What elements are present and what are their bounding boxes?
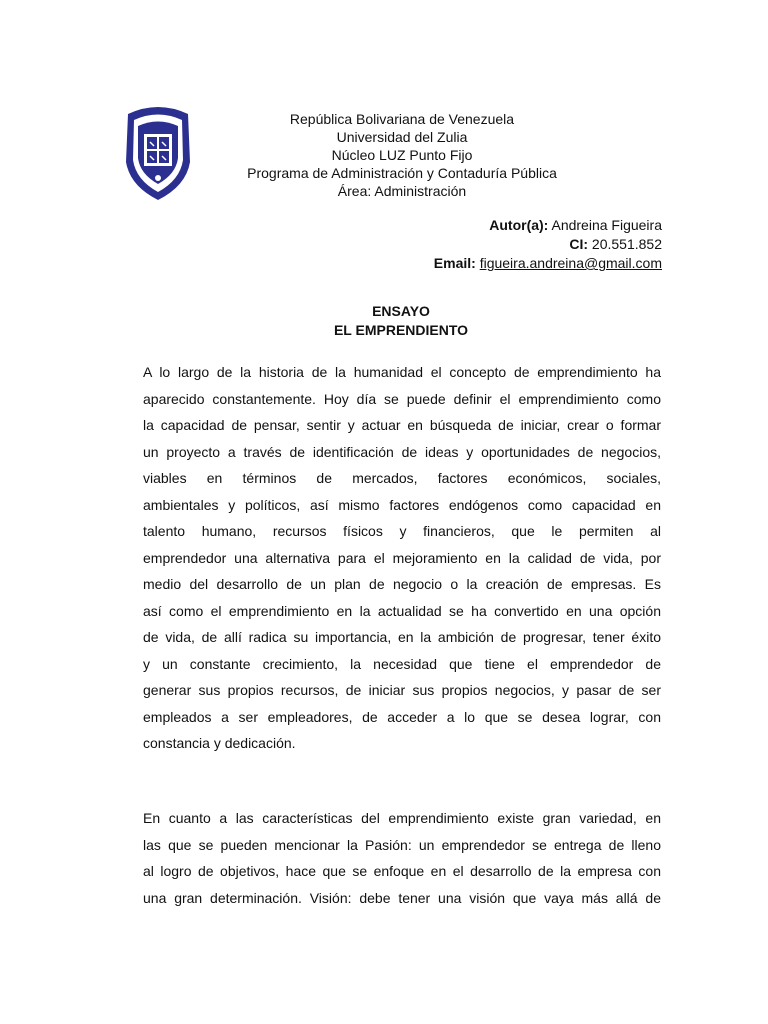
header-line-university: Universidad del Zulia (336, 129, 468, 145)
essay-titles (0, 302, 768, 340)
paragraph-line: emprendedor una alternativa para el mejoramiento en la calidad de vida, por (143, 549, 661, 566)
author-name: Andreina Figueira (551, 217, 662, 233)
paragraph-line: talento humano, recursos físicos y financieros, que le permiten al (143, 523, 661, 539)
paragraph-line: constancia y dedicación. (143, 735, 296, 751)
header-line-republic: República Bolivariana de Venezuela (289, 111, 515, 127)
ci-value: 20.551.852 (591, 236, 662, 252)
paragraph-line: ambientales y políticos, así mismo factores endógenos como capacidad en (143, 496, 661, 513)
paragraph-line: empleados a ser empleadores, de acceder a lo que se desea lograr, con (143, 708, 661, 725)
paragraph-line: al logro de objetivos, hace que se enfoque en el desarrollo de la empresa con (143, 863, 661, 879)
paragraph-line: un proyecto a través de identificación de ideas y oportunidades de negocios, (143, 443, 661, 460)
paragraph-line: las que se pueden mencionar la Pasión: un emprendedor se entrega de lleno (143, 836, 661, 853)
paragraph-line: una gran determinación. Visión: debe tener una visión que vaya más allá de (143, 889, 661, 906)
essay-type-title: ENSAYO (372, 303, 430, 319)
paragraph-characteristics (143, 805, 661, 911)
email-row (434, 254, 662, 273)
paragraph-line: A lo largo de la historia de la humanidad el concepto de emprendimiento ha (143, 364, 661, 380)
email-link[interactable]: figueira.andreina@gmail.com (479, 255, 662, 271)
paragraph-line: de vida, de allí radica su importancia, en la ambición de progresar, tener éxito (143, 629, 661, 645)
paragraph-line: viables en términos de mercados, factores económicos, sociales, (143, 470, 661, 486)
author-label: Autor(a): (489, 217, 549, 233)
paragraph-line: la capacidad de pensar, sentir y actuar en búsqueda de iniciar, crear o formar (143, 417, 661, 433)
author-row (434, 216, 662, 235)
paragraph-line: medio del desarrollo de un plan de negocio o la creación de empresas. Es (143, 576, 661, 592)
paragraph-line: y un constante crecimiento, la necesidad que tiene el emprendedor de (143, 655, 661, 672)
header-line-area: Área: Administración (337, 183, 467, 199)
university-seal-logo (120, 100, 196, 202)
essay-main-title: EL EMPRENDIENTO (333, 322, 469, 338)
ci-label: CI: (569, 236, 589, 252)
paragraph-line: En cuanto a las características del emprendimiento existe gran variedad, en (143, 810, 661, 826)
institution-header (200, 110, 604, 200)
paragraph-intro (143, 359, 661, 757)
header-line-program: Programa de Administración y Contaduría Pública (247, 165, 557, 181)
paragraph-line: generar sus propios recursos, de iniciar sus propios negocios, y pasar de ser (143, 682, 661, 698)
paragraph-line: aparecido constantemente. Hoy día se puede definir el emprendimiento como (143, 390, 661, 407)
author-block (434, 216, 662, 273)
email-label: Email: (433, 255, 476, 271)
ci-row (434, 235, 662, 254)
header-line-nucleus: Núcleo LUZ Punto Fijo (331, 147, 473, 163)
paragraph-line: así como el emprendimiento en la actualidad se ha convertido en una opción (143, 602, 661, 619)
